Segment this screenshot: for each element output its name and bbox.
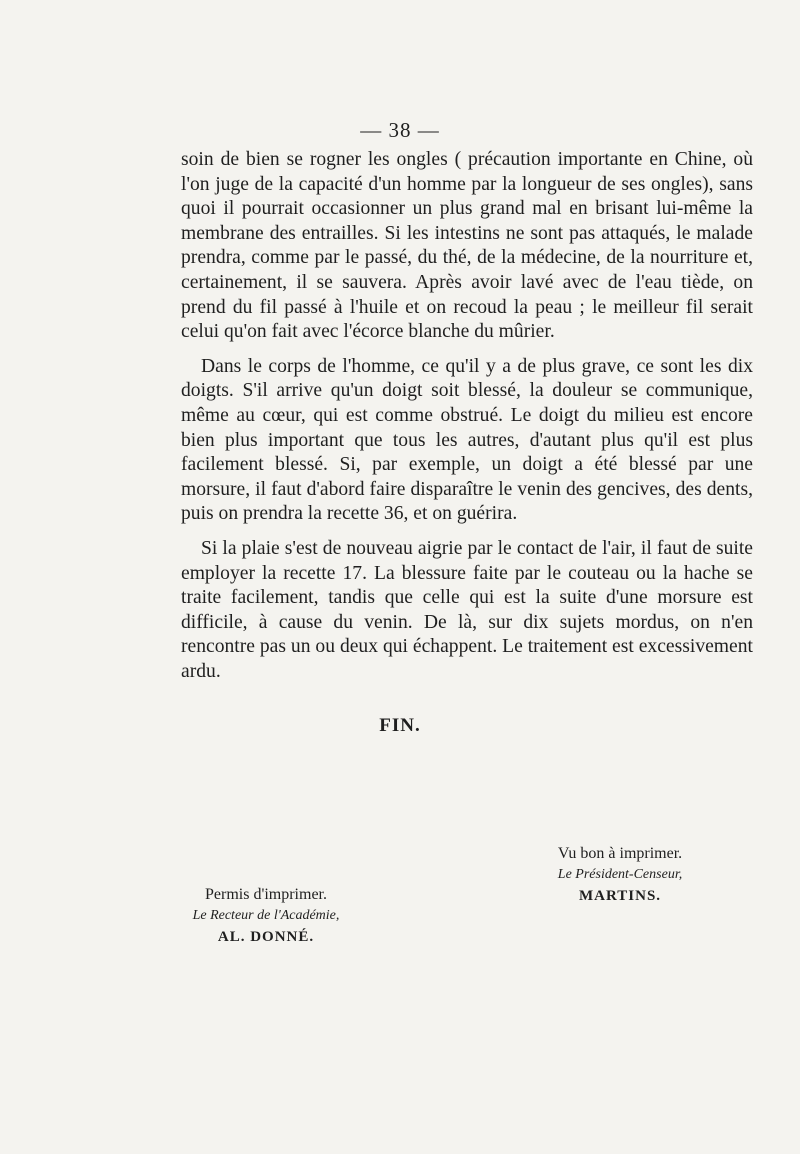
approval-left-line1: Permis d'imprimer. [205,886,327,903]
approval-left-signature: AL. DONNÉ. [217,929,315,945]
page-number: — 38 — [360,118,440,142]
body-text [181,148,753,694]
approval-block-left [176,884,356,948]
approval-left-line2: Le Recteur de l'Académie, [192,908,340,923]
approval-right-signature: MARTINS. [578,888,662,904]
fin-heading: FIN. [379,715,421,736]
approval-right-line1: Vu bon à imprimer. [557,845,683,862]
approval-block-right [540,843,700,907]
approval-right-line2: Le Président-Censeur, [557,867,683,882]
paragraph-2: Dans le corps de l'homme, ce qu'il y a de plus grave, ce sont les dix doigts. S'il arrive qu'un doigt soit blessé, la douleur se communique, même au cœur, qui est comme obstrué. Le doigt du milieu est encore bien plus important que tous les autres, d'autant plus qu'il est plus facilement blessé. Si, par exemple, un doigt a été blessé par une morsure, il faut d'abord faire disparaître le venin des gencives, des dents, puis on prendra la recette 36, et on guérira. [181,355,753,525]
paragraph-1: soin de bien se rogner les ongles ( précaution importante en Chine, où l'on juge de la capacité d'un homme par la longueur de ses ongles), sans quoi il pourrait occasionner un plus grand mal en brisant lui-même la membrane des entrailles. Si les intestins ne sont pas attaqués, le malade prendra, comme par le passé, du thé, de la médecine, de la nourriture et, certainement, il se sauvera. Après avoir lavé avec de l'eau tiède, on prend du fil passé à l'huile et on recoud la peau ; le meilleur fil serait celui qu'on fait avec l'écorce blanche du mûrier. [181,149,753,343]
paragraph-3: Si la plaie s'est de nouveau aigrie par le contact de l'air, il faut de suite employer la recette 17. La blessure faite par le couteau ou la hache se traite facilement, tandis que celle qui est la suite d'une morsure est difficile, à cause du venin. De là, sur dix sujets mordus, on n'en rencontre pas un ou deux qui échappent. Le traitement est excessivement ardu. [181,537,753,682]
